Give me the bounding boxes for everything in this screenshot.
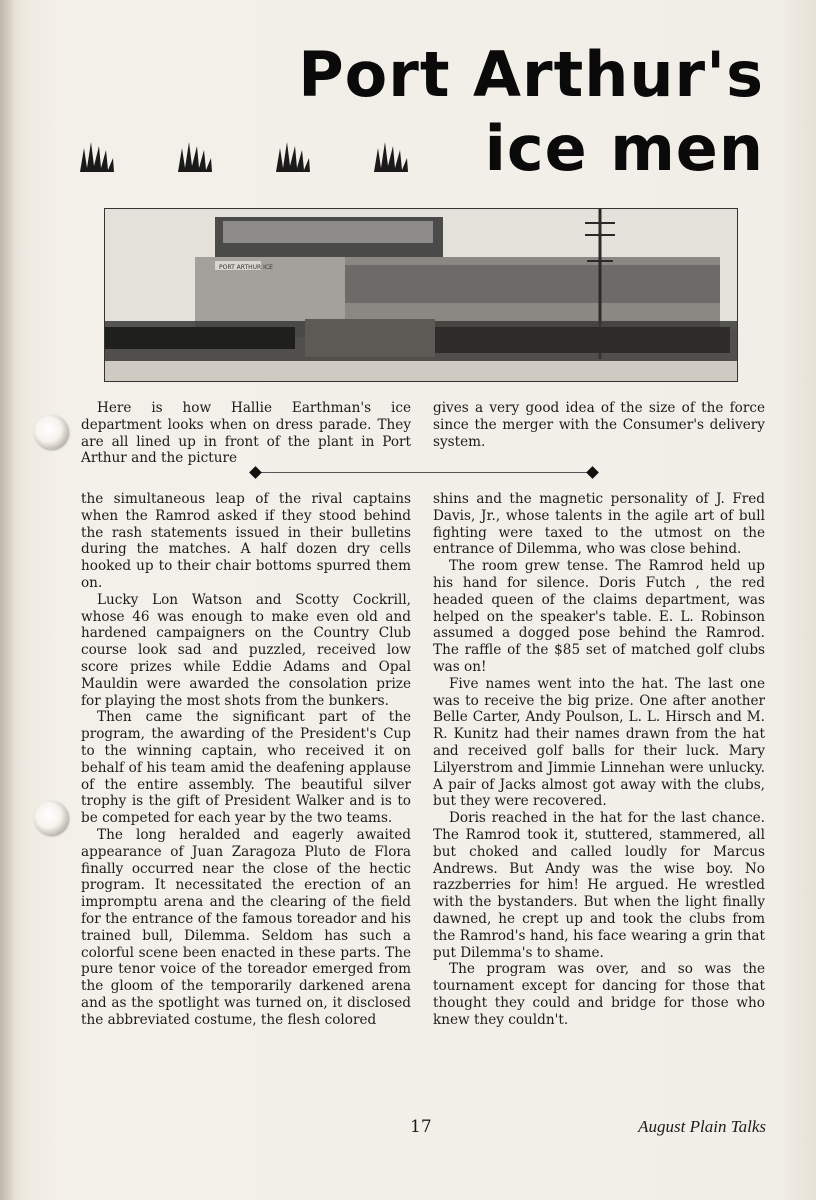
photo-caption-right — [433, 400, 765, 450]
caption-text-right: gives a very good idea of the size of the force since the merger with the Consumer's delivery system. — [433, 400, 765, 450]
title-ornaments — [78, 138, 410, 176]
punch-hole-top — [34, 415, 68, 449]
page-number: 17 — [410, 1117, 432, 1137]
paragraph: Five names went into the hat. The last one was to receive the big prize. One after another Belle Carter, Andy Poulson, L. L. Hirsch and M. R. Kunitz had their names drawn from the hat and received golf balls for their luck. Mary Lilyerstrom and Jimmie Linnehan were unlucky. A pair of Jacks almost got away with the clubs, but they were recovered. — [433, 675, 765, 810]
article-column-left — [81, 491, 411, 1029]
paragraph: Then came the significant part of the program, the awarding of the President's Cup to the winning captain, who received it on behalf of his team amid the deafening applause of the entire assembly. The beautiful silver trophy is the gift of President Walker and is to be competed for each year by the two teams. — [81, 709, 411, 827]
grass-ornament-icon — [78, 138, 116, 176]
photo-caption-left — [81, 400, 411, 467]
grass-ornament-icon — [372, 138, 410, 176]
punch-hole-bottom — [34, 801, 68, 835]
article-column-right — [433, 491, 765, 1029]
grass-ornament-icon — [274, 138, 312, 176]
diamond-ornament-icon — [586, 466, 599, 479]
ice-plant-photo — [104, 208, 738, 382]
paragraph: The room grew tense. The Ramrod held up his hand for silence. Doris Futch , the red headed queen of the claims department, was helped on the speaker's table. E. L. Robinson assumed a dogged pose behind the Ramrod. The raffle of the $85 set of matched golf clubs was on! — [433, 558, 765, 675]
grass-ornament-icon — [176, 138, 214, 176]
paragraph: shins and the magnetic personality of J. Fred Davis, Jr., whose talents in the agile art of bull fighting were taxed to the utmost on the entrance of Dilemma, who was close behind. — [433, 491, 765, 558]
caption-text-left: Here is how Hallie Earthman's ice department looks when on dress parade. They are all lined up in front of the plant in Port Arthur and the picture — [81, 400, 411, 467]
diamond-ornament-icon — [249, 466, 262, 479]
title-line-1: Port Arthur's — [298, 38, 764, 111]
section-divider — [248, 466, 600, 480]
paragraph: the simultaneous leap of the rival captains when the Ramrod asked if they stood behind the rash statements issued in their bulletins during the matches. A half dozen dry cells hooked up to their chair bottoms spurred them on. — [81, 491, 411, 591]
paragraph: The long heralded and eagerly awaited appearance of Juan Zaragoza Pluto de Flora finally occurred near the close of the hectic program. It necessitated the erection of an impromptu arena and the clearing of the field for the entrance of the famous toreador and his trained bull, Dilemma. Seldom has such a colorful scene been enacted in these parts. The pure tenor voice of the toreador emerged from the gloom of the temporarily darkened arena and as the spotlight was turned on, it disclosed the abbreviated costume, the flesh colored — [81, 826, 411, 1028]
paragraph: The program was over, and so was the tournament except for dancing for those that thought they could and bridge for those who knew they couldn't. — [433, 961, 765, 1028]
page-binding — [0, 0, 14, 1200]
photo-sign-text: PORT ARTHUR ICE — [219, 264, 273, 271]
title-line-2: ice men — [484, 112, 764, 185]
paragraph: Lucky Lon Watson and Scotty Cockrill, whose 46 was enough to make even old and hardened campaigners on the Country Club course look sad and puzzled, received low score prizes while Eddie Adams and Opal Mauldin were awarded the consolation prize for playing the most shots from the bunkers. — [81, 591, 411, 709]
magazine-name: August Plain Talks — [638, 1117, 766, 1136]
paragraph: Doris reached in the hat for the last chance. The Ramrod took it, stuttered, stammered, all but choked and called loudly for Marcus Andrews. But Andy was the wise boy. No razzberries for him! He argued. He wrestled with the bystanders. But when the light finally dawned, he crept up and took the clubs from the Ramrod's hand, his face wearing a grin that put Dilemma's to shame. — [433, 810, 765, 961]
